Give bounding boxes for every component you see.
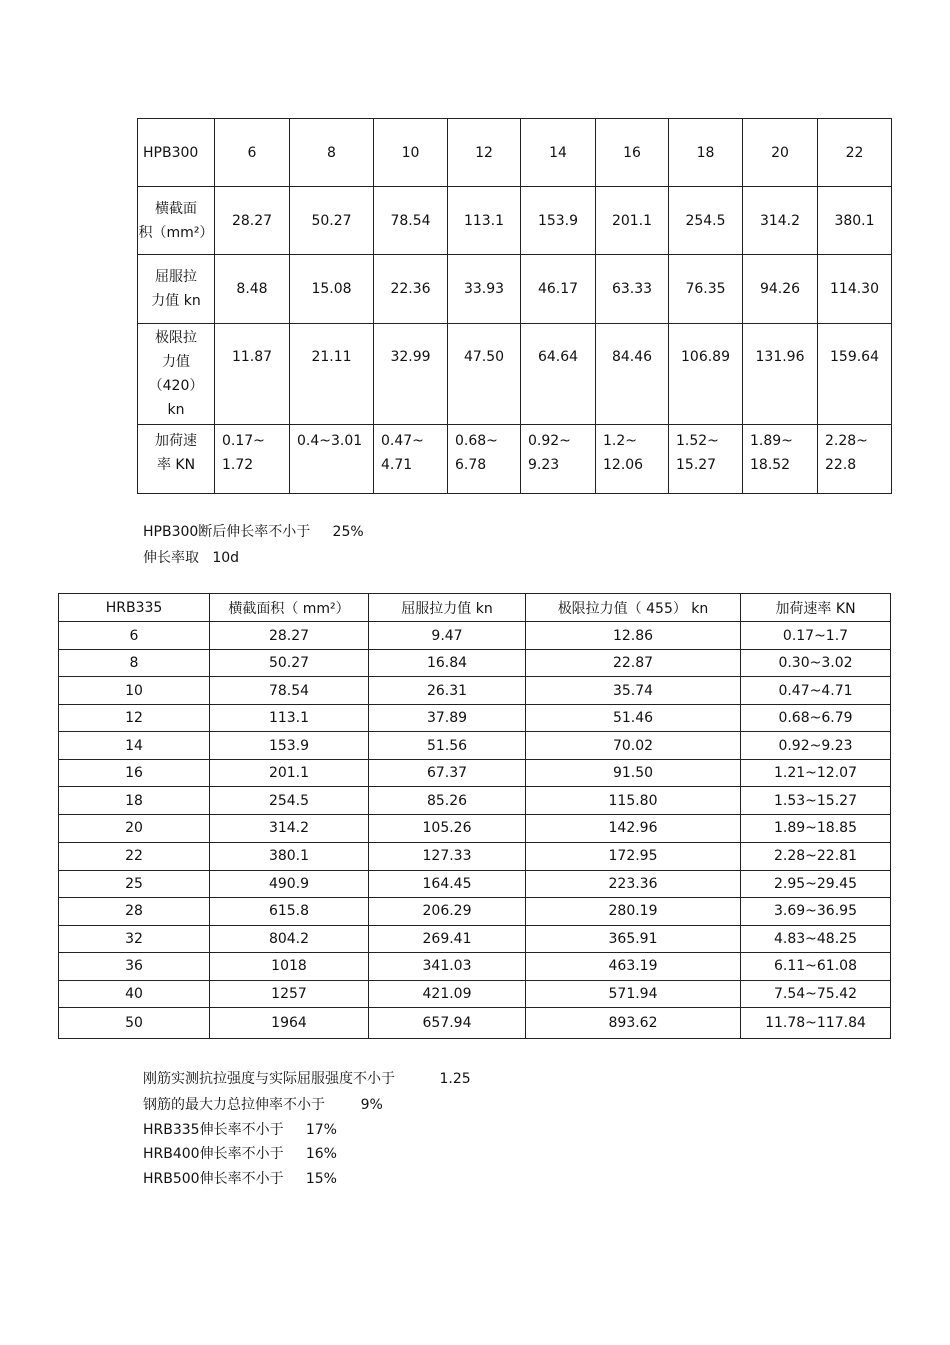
table-cell: 28 — [59, 897, 210, 925]
table-cell: 6 — [59, 622, 210, 650]
table1-header-cell: 6 — [215, 119, 290, 187]
table-cell: 106.89 — [669, 324, 743, 425]
table-cell: 269.41 — [369, 925, 526, 952]
cell-line: 18.52 — [750, 457, 791, 473]
note-max-elongation: 钢筋的最大力总拉伸率不小于 9% — [143, 1097, 383, 1113]
table-cell: 64.64 — [521, 324, 596, 425]
table2-row — [59, 650, 891, 677]
cell-line: 1.52~ — [676, 433, 719, 449]
table-cell: 0.17~1.7 — [741, 622, 891, 650]
table1-header-cell: 14 — [521, 119, 596, 187]
table-cell: 32.99 — [374, 324, 448, 425]
table-cell: 12 — [59, 705, 210, 732]
table-cell: 164.45 — [369, 870, 526, 897]
table-cell: 40 — [59, 980, 210, 1007]
table-cell: 115.80 — [526, 787, 741, 815]
table-cell: 36 — [59, 952, 210, 980]
table2-row — [59, 980, 891, 1007]
table-cell: 78.54 — [210, 677, 369, 705]
table2-header-row — [59, 594, 891, 622]
table-cell: 15.08 — [290, 255, 374, 324]
table2-row — [59, 925, 891, 952]
note-hrb400: HRB400伸长率不小于 16% — [143, 1146, 337, 1162]
cell-line: 9.23 — [528, 457, 560, 473]
table1-header-cell: 10 — [374, 119, 448, 187]
table1-header-cell: 16 — [596, 119, 669, 187]
cell-line: 0.68~ — [455, 433, 498, 449]
cell-line: 6.78 — [455, 457, 487, 473]
table-cell: 223.36 — [526, 870, 741, 897]
table-cell: 18 — [59, 787, 210, 815]
table-cell: 893.62 — [526, 1007, 741, 1038]
cell-line: 12.06 — [603, 457, 644, 473]
table-cell: 91.50 — [526, 760, 741, 787]
table-cell: 380.1 — [210, 842, 369, 870]
note-elongation: HPB300断后伸长率不小于 25% — [143, 524, 364, 540]
table-cell: 172.95 — [526, 842, 741, 870]
table-cell: 254.5 — [210, 787, 369, 815]
table-cell: 0.92~9.23 — [741, 732, 891, 760]
table-cell: 50.27 — [210, 650, 369, 677]
table-cell: 490.9 — [210, 870, 369, 897]
table2-row — [59, 952, 891, 980]
table2-row — [59, 1007, 891, 1038]
table-cell: 7.54~75.42 — [741, 980, 891, 1007]
table1-row-ultimate — [138, 324, 892, 425]
cell-line: 15.27 — [676, 457, 717, 473]
table-cell: 254.5 — [669, 187, 743, 255]
table-cell: 114.30 — [818, 255, 892, 324]
row-label-rate — [138, 425, 215, 494]
table-cell — [374, 425, 448, 494]
table-cell: 8.48 — [215, 255, 290, 324]
table-cell: 70.02 — [526, 732, 741, 760]
table-cell: 63.33 — [596, 255, 669, 324]
table-cell — [290, 425, 374, 494]
table1-header-cell: 20 — [743, 119, 818, 187]
table-cell: 1257 — [210, 980, 369, 1007]
label-line: kn — [167, 402, 185, 418]
table-cell: 94.26 — [743, 255, 818, 324]
table2-header-cell: 屈服拉力值 kn — [369, 594, 526, 622]
table-cell: 153.9 — [521, 187, 596, 255]
cell-line: 1.72 — [222, 457, 254, 473]
table-cell: 28.27 — [215, 187, 290, 255]
table-cell — [521, 425, 596, 494]
cell-line: 4.71 — [381, 457, 413, 473]
table-cell: 20 — [59, 815, 210, 842]
table-cell: 421.09 — [369, 980, 526, 1007]
table-cell: 131.96 — [743, 324, 818, 425]
table-cell: 11.78~117.84 — [741, 1007, 891, 1038]
table1-row-yield — [138, 255, 892, 324]
table-cell: 3.69~36.95 — [741, 897, 891, 925]
cell-line: 2.28~ — [825, 433, 868, 449]
table-cell: 6.11~61.08 — [741, 952, 891, 980]
table2-header-cell: 极限拉力值（ 455） kn — [526, 594, 741, 622]
table-cell: 380.1 — [818, 187, 892, 255]
table-cell: 8 — [59, 650, 210, 677]
table2-header-cell: 横截面积（ mm²） — [210, 594, 369, 622]
label-line: 屈服拉 — [155, 269, 197, 285]
table-cell: 1.21~12.07 — [741, 760, 891, 787]
table2-row — [59, 787, 891, 815]
table-cell: 51.56 — [369, 732, 526, 760]
table-cell: 33.93 — [448, 255, 521, 324]
table-cell: 78.54 — [374, 187, 448, 255]
table-cell: 142.96 — [526, 815, 741, 842]
table-cell: 314.2 — [743, 187, 818, 255]
table2-row — [59, 760, 891, 787]
table-cell: 127.33 — [369, 842, 526, 870]
table2-header-cell: 加荷速率 KN — [741, 594, 891, 622]
table-cell: 22.36 — [374, 255, 448, 324]
cell-line: 0.4~3.01 — [297, 433, 363, 449]
table-cell: 153.9 — [210, 732, 369, 760]
table-cell: 50.27 — [290, 187, 374, 255]
label-line: 积（mm²） — [138, 224, 214, 241]
table-cell: 804.2 — [210, 925, 369, 952]
label-line: 横截面 — [155, 200, 197, 217]
table-cell: 201.1 — [596, 187, 669, 255]
table-cell: 51.46 — [526, 705, 741, 732]
table-cell: 37.89 — [369, 705, 526, 732]
table-cell: 2.28~22.81 — [741, 842, 891, 870]
table-cell: 201.1 — [210, 760, 369, 787]
table-cell: 159.64 — [818, 324, 892, 425]
table1-header-row — [138, 119, 892, 187]
cell-line: 0.47~ — [381, 433, 424, 449]
row-label-ultimate — [138, 324, 215, 425]
table-cell: 314.2 — [210, 815, 369, 842]
table-cell: 76.35 — [669, 255, 743, 324]
table-cell: 657.94 — [369, 1007, 526, 1038]
table-cell: 26.31 — [369, 677, 526, 705]
table1-row-area — [138, 187, 892, 255]
table-cell: 11.87 — [215, 324, 290, 425]
table-cell — [596, 425, 669, 494]
table-cell: 28.27 — [210, 622, 369, 650]
table-cell — [448, 425, 521, 494]
table1-header-cell: 8 — [290, 119, 374, 187]
table-cell: 46.17 — [521, 255, 596, 324]
table-cell: 341.03 — [369, 952, 526, 980]
table-cell: 35.74 — [526, 677, 741, 705]
hpb300-table — [137, 118, 892, 494]
table-cell: 25 — [59, 870, 210, 897]
label-line: 率 KN — [156, 457, 196, 473]
table-cell: 50 — [59, 1007, 210, 1038]
table-cell — [669, 425, 743, 494]
table-cell: 571.94 — [526, 980, 741, 1007]
table-cell: 2.95~29.45 — [741, 870, 891, 897]
table-cell: 16 — [59, 760, 210, 787]
label-line: 力值 — [162, 354, 190, 370]
table-cell: 1964 — [210, 1007, 369, 1038]
hrb335-table — [58, 593, 891, 1039]
table-cell: 47.50 — [448, 324, 521, 425]
table2-row — [59, 815, 891, 842]
table1-header-cell: 22 — [818, 119, 892, 187]
table1-header-cell: HPB300 — [138, 119, 215, 187]
table-cell: 113.1 — [448, 187, 521, 255]
cell-line: 1.2~ — [603, 433, 637, 449]
table-cell: 85.26 — [369, 787, 526, 815]
table-cell: 9.47 — [369, 622, 526, 650]
cell-line: 0.17~ — [222, 433, 265, 449]
table-cell: 206.29 — [369, 897, 526, 925]
label-line: 极限拉 — [155, 330, 197, 346]
label-line: 加荷速 — [155, 433, 197, 449]
table1-header-cell: 12 — [448, 119, 521, 187]
table-cell: 84.46 — [596, 324, 669, 425]
table-cell: 105.26 — [369, 815, 526, 842]
note-hrb500: HRB500伸长率不小于 15% — [143, 1171, 337, 1187]
table-cell: 12.86 — [526, 622, 741, 650]
table-cell: 14 — [59, 732, 210, 760]
cell-line: 0.92~ — [528, 433, 571, 449]
label-line: （420） — [148, 378, 204, 394]
table-cell: 615.8 — [210, 897, 369, 925]
table-cell — [743, 425, 818, 494]
table-cell: 4.83~48.25 — [741, 925, 891, 952]
table2-row — [59, 622, 891, 650]
table-cell — [215, 425, 290, 494]
table-cell: 67.37 — [369, 760, 526, 787]
table-cell: 10 — [59, 677, 210, 705]
label-line: 力值 kn — [151, 293, 201, 309]
table1-row-rate — [138, 425, 892, 494]
table-cell: 280.19 — [526, 897, 741, 925]
table2-row — [59, 870, 891, 897]
cell-line: 1.89~ — [750, 433, 793, 449]
table-cell: 21.11 — [290, 324, 374, 425]
table2-header-cell: HRB335 — [59, 594, 210, 622]
table-cell: 32 — [59, 925, 210, 952]
table-cell — [818, 425, 892, 494]
table-cell: 22 — [59, 842, 210, 870]
table-cell: 0.68~6.79 — [741, 705, 891, 732]
table2-row — [59, 705, 891, 732]
table-cell: 365.91 — [526, 925, 741, 952]
table-cell: 463.19 — [526, 952, 741, 980]
table-cell: 1018 — [210, 952, 369, 980]
row-label-area — [138, 187, 215, 255]
table-cell: 1.53~15.27 — [741, 787, 891, 815]
note-hrb335: HRB335伸长率不小于 17% — [143, 1122, 337, 1138]
table-cell: 0.30~3.02 — [741, 650, 891, 677]
table-cell: 22.87 — [526, 650, 741, 677]
table1-header-cell: 18 — [669, 119, 743, 187]
table2-row — [59, 897, 891, 925]
table-cell: 16.84 — [369, 650, 526, 677]
note-strength-ratio: 刚筋实测抗拉强度与实际屈服强度不小于 1.25 — [143, 1071, 471, 1087]
table-cell: 1.89~18.85 — [741, 815, 891, 842]
note-gauge-length: 伸长率取 10d — [143, 550, 240, 566]
cell-line: 22.8 — [825, 457, 857, 473]
table-cell: 113.1 — [210, 705, 369, 732]
row-label-yield — [138, 255, 215, 324]
table2-row — [59, 842, 891, 870]
table-cell: 0.47~4.71 — [741, 677, 891, 705]
table2-row — [59, 677, 891, 705]
table2-row — [59, 732, 891, 760]
